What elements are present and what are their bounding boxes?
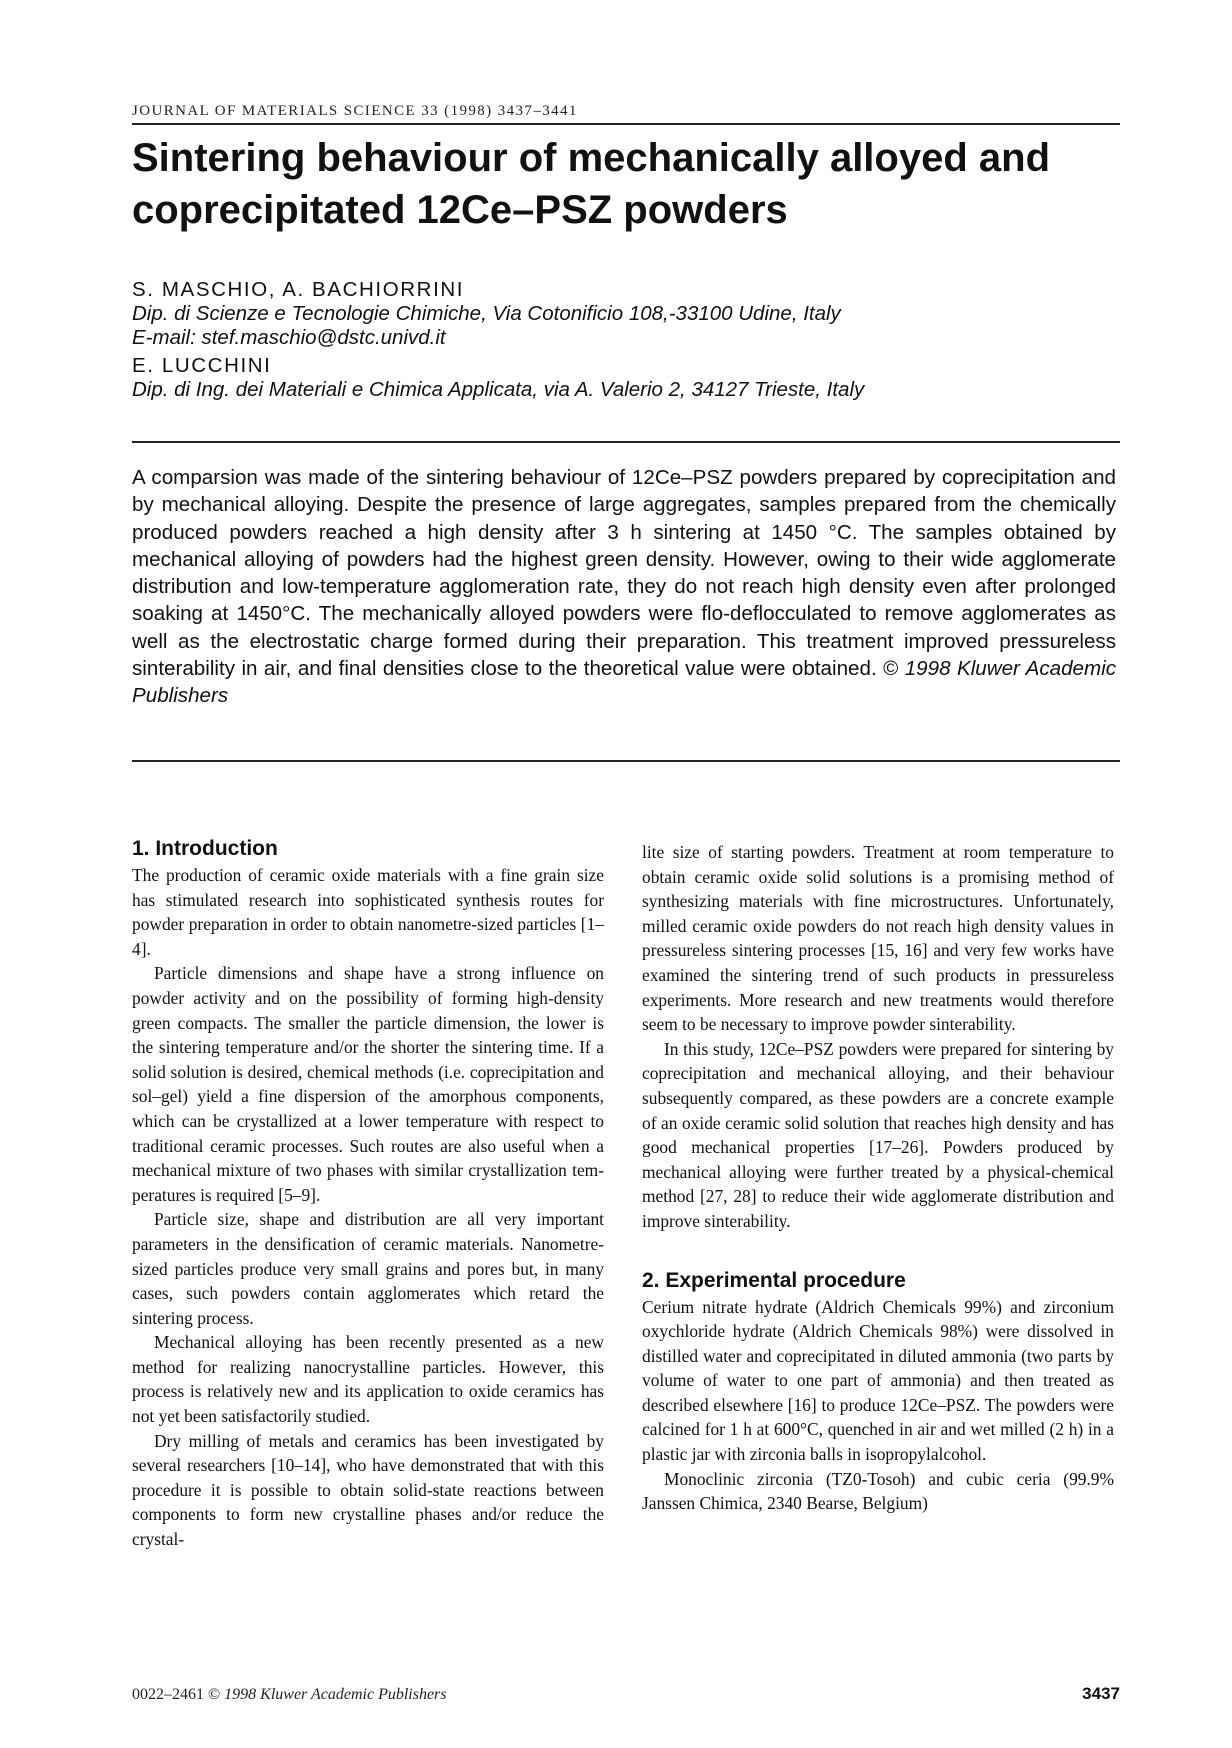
affiliation-1: Dip. di Scienze e Tecnologie Chimiche, Via Cotonificio 108,-33100 Udine, Italy [132,302,841,325]
article-title [132,132,1112,236]
paragraph: The production of ceramic oxide materials with a fine grain size has stimulated research into sophisticated synthesis routes for powder preparation in order to obtain nanometre-sized particles [1–4]. [132,865,604,959]
author-block [132,278,1112,402]
paragraph: Particle size, shape and distribution are all very important parameters in the densification of ceramic materials. Nanometre-sized particles produce very small grains and pores but, in many cases, such powders contain agglomerates which retard the sintering process. [132,1209,604,1328]
abstract-top-rule [132,441,1120,443]
abstract-text: A comparsion was made of the sintering behaviour of 12Ce–PSZ powders prepared by coprecipitation and by mechanical alloying. Despite the presence of large aggregates, samples prepared from the chemically produced powders reached a high density after 3 h sintering at 1450 °C. The samples obtained by mechanical alloying of powders had the highest green density. However, owing to their wide agglomerate distribution and low-temperature agglomeration rate, they do not reach high density even after prolonged soaking at 1450°C. The mechanically alloyed powders were flo-deflocculated to remove agglomerates as well as the electrostatic charge formed during their preparation. This treatment improved pressureless sinterability in air, and final densities close to the theoretical value were obtained. © [132,466,1116,681]
abstract [132,464,1116,710]
author-email: E-mail: stef.maschio@dstc.univd.it [132,326,446,349]
left-column [132,836,604,1552]
paragraph: In this study, 12Ce–PSZ powders were prepared for sintering by coprecipitation and mechanical alloying, and their behaviour subsequently compared, as these powders are a concrete example of an oxide ceramic solid solution that reaches high density and has good mechanical properties [17–26]. Powders produced by mechanical alloying were further treated by a physical-chemical method [27, 28] to reduce their wide agglomerate distribution and improve sinterability. [642,1038,1114,1231]
paragraph: Cerium nitrate hydrate (Aldrich Chemicals 99%) and zirconium oxychloride hydrate (Aldrich Chemicals 98%) were dissolved in distilled water and coprecipitated in diluted ammonia (two parts by volume of water to one part of ammonia) and then treated as described elsewhere [16] to produce 12Ce–PSZ. The powders were calcined for 1 h at 600°C, quenched in air and wet milled (2 h) in a plastic jar with zirconia balls in isopropylalcohol. [642,1296,1114,1465]
footer-issn [132,1686,447,1704]
journal-running-header: JOURNAL OF MATERIALS SCIENCE 33 (1998) 3437–3441 [132,103,1120,125]
author-names-1: S. MASCHIO, A. BACHIORRINI [132,278,465,301]
paragraph: Particle dimensions and shape have a strong influence on powder activity and on the possibility of forming high-density green compacts. The smaller the particle dimension, the lower is the sintering temperature and/or the shorter the sintering time. If a solid solution is desired, chemical methods (i.e. coprecipitation and sol–gel) yield a fine dispersion of the amorphous components, which can be crystallized at a lower temperature with respect to traditional ceramic processes. Such routes are also useful when a mechanical mixture of two phases with similar crystallization temperatures is required [5–9]. [132,963,604,1205]
footer-publisher: 1998 Kluwer Academic Publishers [224,1686,447,1703]
abstract-publisher-note: 1998 Kluwer Academic Publishers [132,657,1117,708]
paragraph: Monoclinic zirconia (TZ0-Tosoh) and cubic ceria (99.9% Janssen Chimica, 2340 Bearse, Belgium) [642,1468,1114,1514]
page-number: 3437 [1082,1684,1120,1703]
right-column [642,840,1114,1516]
paragraph: Mechanical alloying has been recently presented as a new method for realizing nanocrystalline particles. However, this process is relatively new and its application to oxide ceramics has not yet been satisfactorily studied. [132,1332,604,1427]
section-heading-introduction: 1. Introduction [132,837,278,860]
title-line-2: coprecipitated 12Ce–PSZ powders [132,188,788,232]
abstract-bottom-rule [132,760,1120,762]
section-heading-experimental: 2. Experimental procedure [642,1268,906,1292]
title-line-1: Sintering behaviour of mechanically alloyed and [132,136,1051,180]
footer-issn-text: 0022–2461 © [132,1686,225,1703]
paragraph: Dry milling of metals and ceramics has been investigated by several researchers [10–14], who have demonstrated that with this procedure it is possible to obtain solid-state reactions between components to form new crystalline phases and/or reduce the crystal- [132,1430,604,1550]
author-names-2: E. LUCCHINI [132,354,272,377]
affiliation-2: Dip. di Ing. dei Materiali e Chimica Applicata, via A. Valerio 2, 34127 Trieste, Italy [132,378,865,401]
paragraph: lite size of starting powders. Treatment at room temperature to obtain ceramic oxide solid solutions is a promising method of synthesizing materials with fine microstructures. Unfortunately, milled ceramic oxide powders do not reach high density values in pressureless sintering processes [15, 16] and very few works have examined the sintering trend of such products in pressureless experiments. More research and new treatments would therefore seem to be necessary to improve powder sinterability. [642,842,1114,1035]
